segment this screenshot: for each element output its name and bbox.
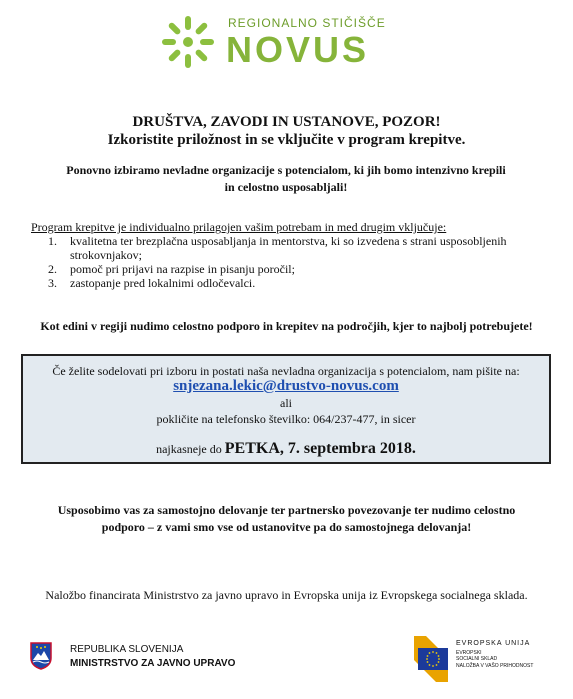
novus-logo [150, 10, 410, 70]
list-item [48, 276, 548, 290]
empower-statement: Usposobimo vas za samostojno delovanje ter partnersko povezovanje ter nudimo celostno podporo – z vami smo vse od ustanovitve pa do samostojnega delovanja! [57, 503, 516, 534]
program-list [48, 234, 548, 290]
ministry-country: REPUBLIKA SLOVENIJA [70, 644, 184, 655]
list-item-number: 2. [48, 262, 57, 276]
contact-box [21, 354, 551, 464]
ministry-logo [30, 640, 236, 680]
ministry-name: MINISTRSTVO ZA JAVNO UPRAVO [70, 658, 236, 669]
contact-phone: pokličite na telefonsko številko: 064/237-477, in sicer [156, 412, 416, 426]
eu-name: EVROPSKA UNIJA [456, 640, 531, 647]
funding-note: Naložbo financirata Ministrstvo za javno upravo in Evropska unija iz Evropskega socialnega sklada. [45, 588, 528, 602]
contact-deadline [23, 440, 549, 458]
list-item-text: pomoč pri prijavi na razpise in pisanju poročil; [70, 262, 295, 276]
page-title: DRUŠTVA, ZAVODI IN USTANOVE, POZOR! [132, 114, 441, 130]
eu-flag-icon [418, 648, 448, 670]
contact-intro: Če želite sodelovati pri izboru in postati naša nevladna organizacija s potencialom, nam pišite na: [52, 364, 520, 378]
intro-paragraph: Ponovno izbiramo nevladne organizacije s potencialom, ki jih bomo intenzivno krepili in celostno usposabljali! [66, 163, 506, 194]
eu-slogan: NALOŽBA V VAŠO PRIHODNOST [456, 663, 534, 669]
eu-logo [414, 636, 564, 686]
list-item [48, 234, 548, 262]
list-item-text: zastopanje pred lokalnimi odločevalci. [70, 276, 256, 290]
page-subtitle: Izkoristite priložnost in se vključite v program krepitve. [107, 132, 466, 148]
eu-fund-line2: SOCIALNI SKLAD [456, 656, 498, 662]
logo-name: NOVUS [226, 29, 370, 70]
support-statement: Kot edini v regiji nudimo celostno podporo in krepitev na področjih, kjer to najbolj potrebujete! [40, 319, 533, 333]
contact-or: ali [280, 396, 292, 410]
contact-email-link[interactable]: snjezana.lekic@drustvo-novus.com [173, 378, 399, 394]
starburst-logo-icon [160, 14, 216, 70]
list-item-number: 1. [48, 234, 57, 248]
list-item-text: kvalitetna ter brezplačna usposabljanja in mentorstva, ki so izvedena s strani usposobljenih strokovnjakov; [70, 234, 507, 262]
logo-subtitle: REGIONALNO STIČIŠČE [228, 16, 386, 30]
coat-of-arms-icon [30, 642, 52, 670]
eu-fund-line1: EVROPSKI [456, 650, 482, 656]
deadline-prefix: najkasneje do [156, 442, 225, 456]
list-item [48, 262, 548, 276]
program-heading: Program krepitve je individualno prilagojen vašim potrebam in med drugim vključuje: [31, 220, 447, 234]
deadline-date: PETKA, 7. septembra 2018. [224, 440, 416, 457]
list-item-number: 3. [48, 276, 57, 290]
